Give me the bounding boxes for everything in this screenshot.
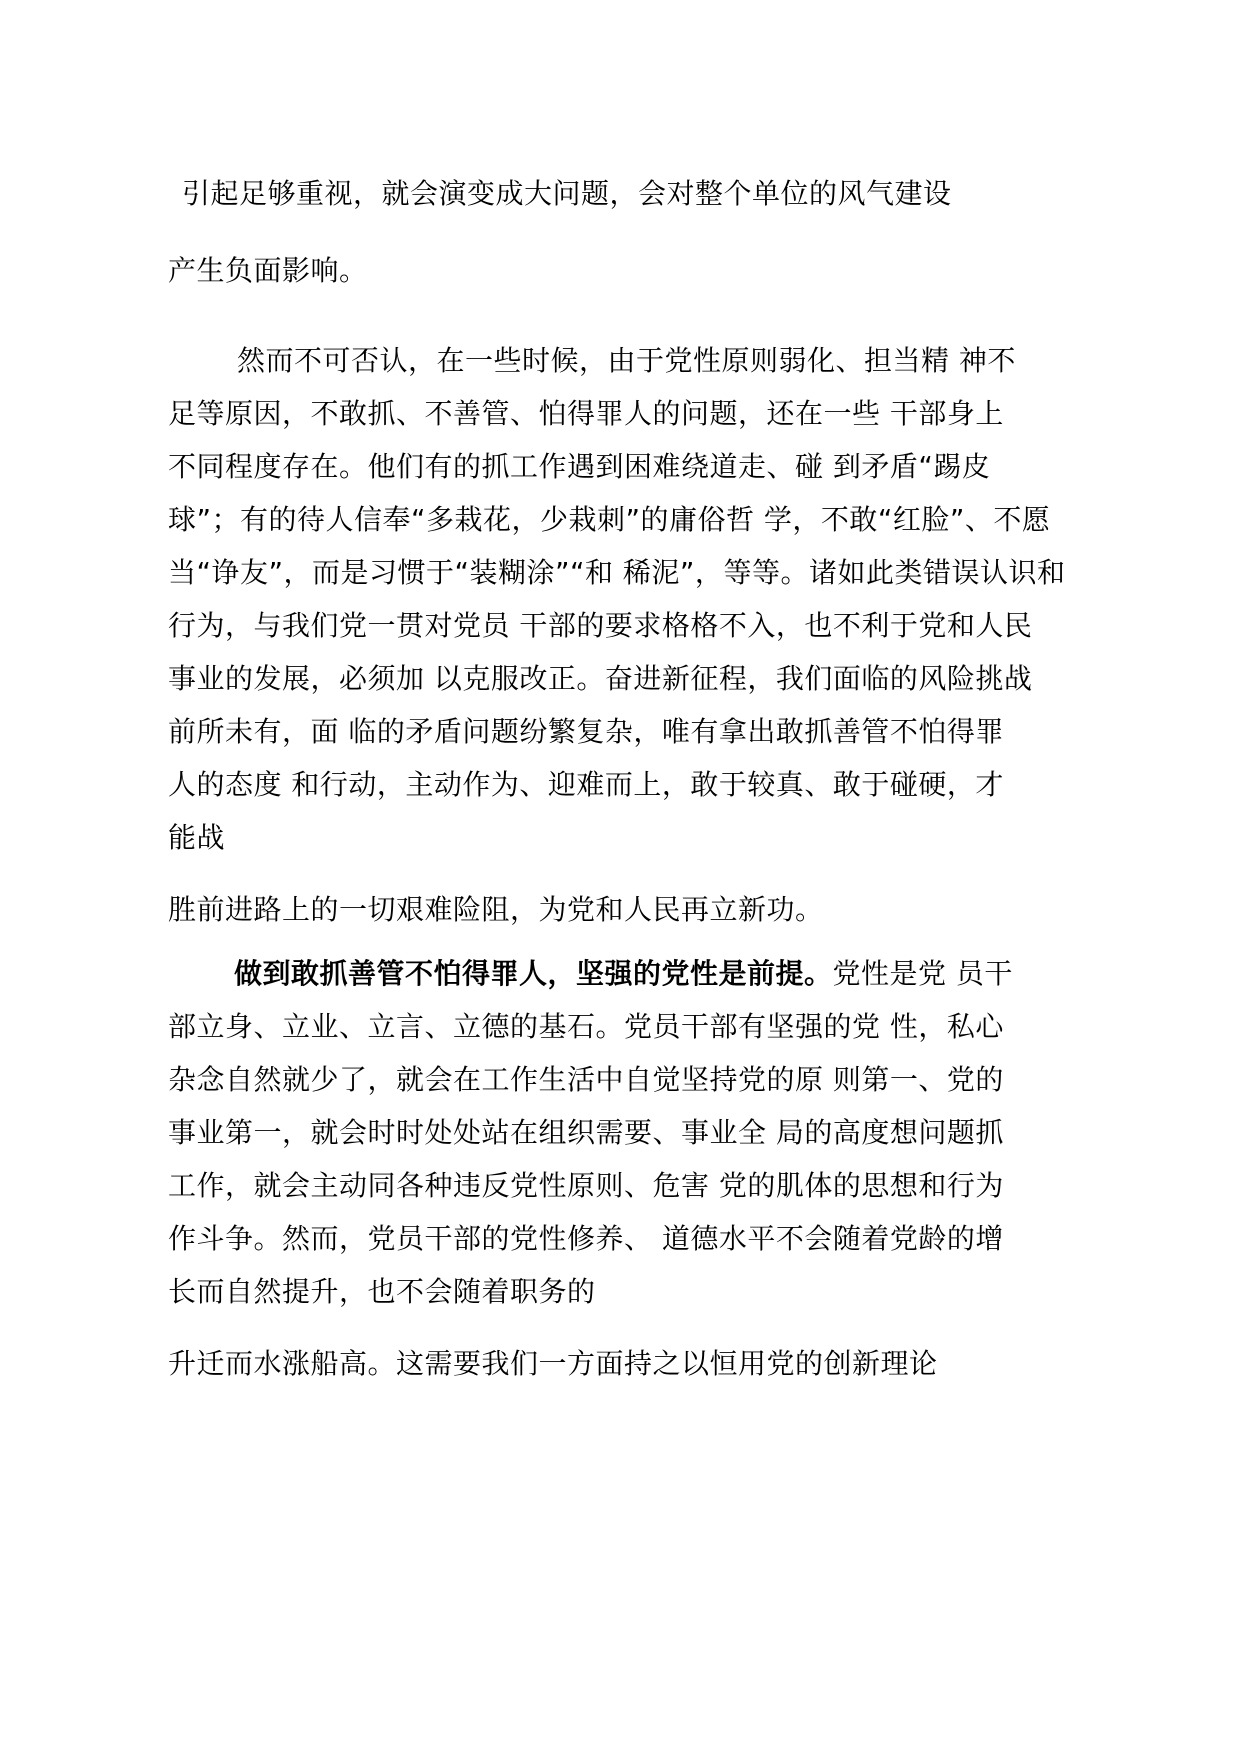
text-line-2: 产生负面影响。 [168,254,368,287]
text-line-13: 胜前进路上的一切艰难险阻，为党和人民再立新功。 [168,893,824,926]
text-line-6: 球”；有的待人信奉“多栽花，少栽刺”的庸俗哲 学，不敢“红脸”、不愿 [168,503,1051,536]
text-line-5: 不同程度存在。他们有的抓工作遇到困难绕道走、碰 到矛盾“踢皮 [168,450,991,483]
text-line-19: 作斗争。然而，党员干部的党性修养、 道德水平不会随着党龄的增 [168,1222,1004,1255]
text-line-12: 能战 [168,821,226,854]
text-line-20: 长而自然提升，也不会随着职务的 [168,1275,596,1308]
text-line-15: 部立身、立业、立言、立德的基石。党员干部有坚强的党 性，私心 [168,1010,1004,1043]
text-line-16: 杂念自然就少了，就会在工作生活中自觉坚持党的原 则第一、党的 [168,1063,1004,1096]
text-line-4: 足等原因，不敢抓、不善管、怕得罪人的问题，还在一些 干部身上 [168,397,1004,430]
paragraph-3-lead-rest: 党性是党 员干 [832,957,1013,990]
text-line-7: 当“诤友”，而是习惯于“装糊涂”“和 稀泥”，等等。诸如此类错误认识和 [168,556,1066,589]
text-line-9: 事业的发展，必须加 以克服改正。奋进新征程，我们面临的风险挑战 [168,662,1033,695]
text-line-21: 升迁而水涨船高。这需要我们一方面持之以恒用党的创新理论 [168,1347,938,1380]
text-line-3: 然而不可否认，在一些时候，由于党性原则弱化、担当精 神不 [237,344,1016,377]
paragraph-3-lead-bold: 做到敢抓善管不怕得罪人，坚强的党性是前提。 [234,957,833,990]
paragraph-3-first-line [234,956,1013,992]
text-line-11: 人的态度 和行动，主动作为、迎难而上，敢于较真、敢于碰硬，才 [168,768,1004,801]
text-line-17: 事业第一，就会时时处处站在组织需要、事业全 局的高度想问题抓 [168,1116,1004,1149]
text-line-18: 工作，就会主动同各种违反党性原则、危害 党的肌体的思想和行为 [168,1169,1004,1202]
text-line-1: 引起足够重视，就会演变成大问题，会对整个单位的风气建设 [182,177,952,210]
text-line-8: 行为，与我们党一贯对党员 干部的要求格格不入，也不利于党和人民 [168,609,1033,642]
text-line-10: 前所未有，面 临的矛盾问题纷繁复杂，唯有拿出敢抓善管不怕得罪 [168,715,1004,748]
